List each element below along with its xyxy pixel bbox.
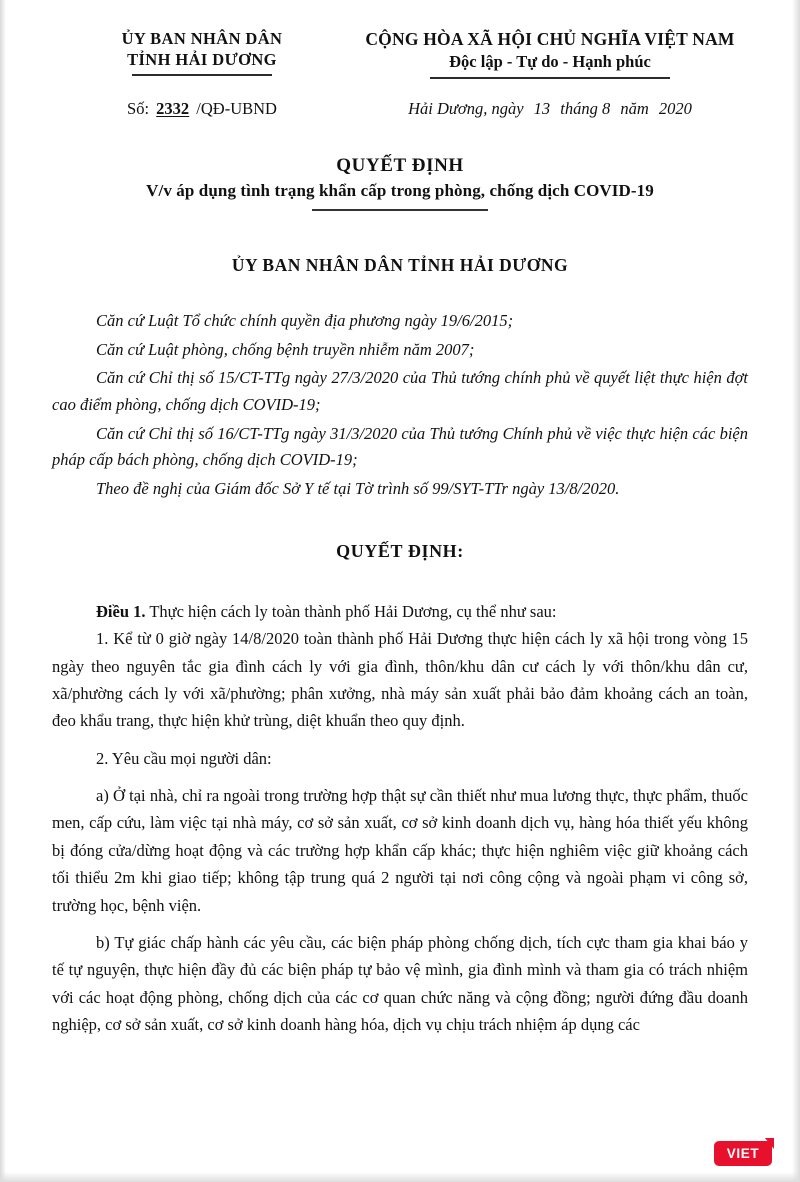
- issuer-heading: ỦY BAN NHÂN DÂN TỈNH HẢI DƯƠNG: [231, 254, 569, 275]
- body-section: [52, 598, 748, 1039]
- decision-keyword: QUYẾT ĐỊNH:: [336, 540, 464, 561]
- preamble-item: Căn cứ Chỉ thị số 16/CT-TTg ngày 31/3/2020 của Thủ tướng Chính phủ về việc thực hiện các biện pháp cấp bách phòng, chống dịch COVID-19;: [52, 423, 748, 470]
- issue-year: 2020: [658, 98, 692, 118]
- scan-edge-bottom: [0, 1172, 800, 1182]
- national-motto: Độc lập - Tự do - Hạnh phúc: [449, 52, 651, 72]
- national-name: CỘNG HÒA XÃ HỘI CHỦ NGHĨA VIỆT NAM: [365, 29, 735, 49]
- article-1-label: Điều 1.: [96, 601, 146, 621]
- document-number-label: Số:: [127, 98, 150, 118]
- issue-date: [352, 99, 748, 119]
- authority-line-1: ỦY BAN NHÂN DÂN: [121, 29, 283, 48]
- document-number-suffix: /QĐ-UBND: [196, 98, 277, 118]
- preamble-item: Theo đề nghị của Giám đốc Sở Y tế tại Tờ trình số 99/SYT-TTr ngày 13/8/2020.: [96, 479, 620, 499]
- authority-underline: [132, 74, 272, 76]
- authority-line-2: TỈNH HẢI DƯƠNG: [127, 50, 277, 70]
- issue-day: 13: [533, 98, 551, 118]
- watermark-badge: [714, 1141, 772, 1166]
- preamble-item: Căn cứ Luật phòng, chống bệnh truyền nhiễm năm 2007;: [96, 339, 475, 359]
- clause-2: 2. Yêu cầu mọi người dân:: [96, 748, 272, 768]
- letterhead: [52, 28, 748, 79]
- number-and-date-row: [52, 99, 748, 119]
- document-number-value: 2332: [156, 98, 190, 118]
- page-title: QUYẾT ĐỊNH: [336, 154, 464, 176]
- preamble-section: [52, 308, 748, 503]
- issuing-authority-block: [52, 28, 352, 76]
- clause-2b: b) Tự giác chấp hành các yêu cầu, các biện pháp phòng chống dịch, tích cực tham gia khai báo y tế tự nguyện, thực hiện đầy đủ các biện pháp tự bảo vệ mình, gia đình mình và tham gia có trách nhiệm với các hoạt động phòng, chống dịch của các cơ quan chức năng và cộng đồng; người đứng đầu doanh nghiệp, cơ sở sản xuất, cơ sở kinh doanh hàng hóa, dịch vụ chịu trách nhiệm áp dụng các: [52, 932, 748, 1035]
- clause-2a: a) Ở tại nhà, chỉ ra ngoài trong trường hợp thật sự cần thiết như mua lương thực, thực phẩm, thuốc men, cấp cứu, làm việc tại nhà máy, cơ sở sản xuất, cơ sở kinh doanh dịch vụ, hàng hóa thiết yếu không bị đóng cửa/dừng hoạt động và các trường hợp khẩn cấp khác; thực hiện nghiêm việc giữ khoảng cách tối thiểu 2m khi giao tiếp; không tập trung quá 2 người tại nơi công cộng và ngoài phạm vi công sở, trường học, bệnh viện.: [52, 786, 748, 915]
- title-block: [52, 155, 748, 211]
- issue-place: Hải Dương, ngày: [408, 98, 524, 118]
- national-header-block: [352, 28, 748, 79]
- viet-watermark-logo: [714, 1138, 776, 1168]
- clause-1: 1. Kể từ 0 giờ ngày 14/8/2020 toàn thành phố Hải Dương thực hiện cách ly xã hội trong vòng 15 ngày theo nguyên tắc gia đình cách ly với gia đình, thôn/khu dân cư cách ly với thôn/khu dân cư, xã/phường cách ly với xã/phường; phân xưởng, nhà máy sản xuất phải bảo đảm khoảng cách an toàn, đeo khẩu trang, thực hiện khử trùng, diệt khuẩn theo quy định.: [52, 629, 748, 731]
- title-underline: [312, 209, 488, 211]
- watermark-label: VIET: [726, 1145, 760, 1161]
- preamble-item: Căn cứ Luật Tổ chức chính quyền địa phương ngày 19/6/2015;: [96, 310, 514, 330]
- article-1-text: Thực hiện cách ly toàn thành phố Hải Dương, cụ thể như sau:: [145, 601, 557, 621]
- page-subtitle: V/v áp dụng tình trạng khẩn cấp trong phòng, chống dịch COVID-19: [146, 180, 654, 200]
- motto-underline: [430, 77, 670, 79]
- month-label: tháng: [560, 98, 598, 118]
- year-label: năm: [620, 98, 649, 118]
- issue-month: 8: [601, 98, 611, 118]
- document-number: [52, 99, 352, 119]
- preamble-item: Căn cứ Chỉ thị số 15/CT-TTg ngày 27/3/2020 của Thủ tướng chính phủ về quyết liệt thực hiện đợt cao điểm phòng, chống dịch COVID-19;: [52, 368, 748, 414]
- article-1-heading: [52, 598, 748, 625]
